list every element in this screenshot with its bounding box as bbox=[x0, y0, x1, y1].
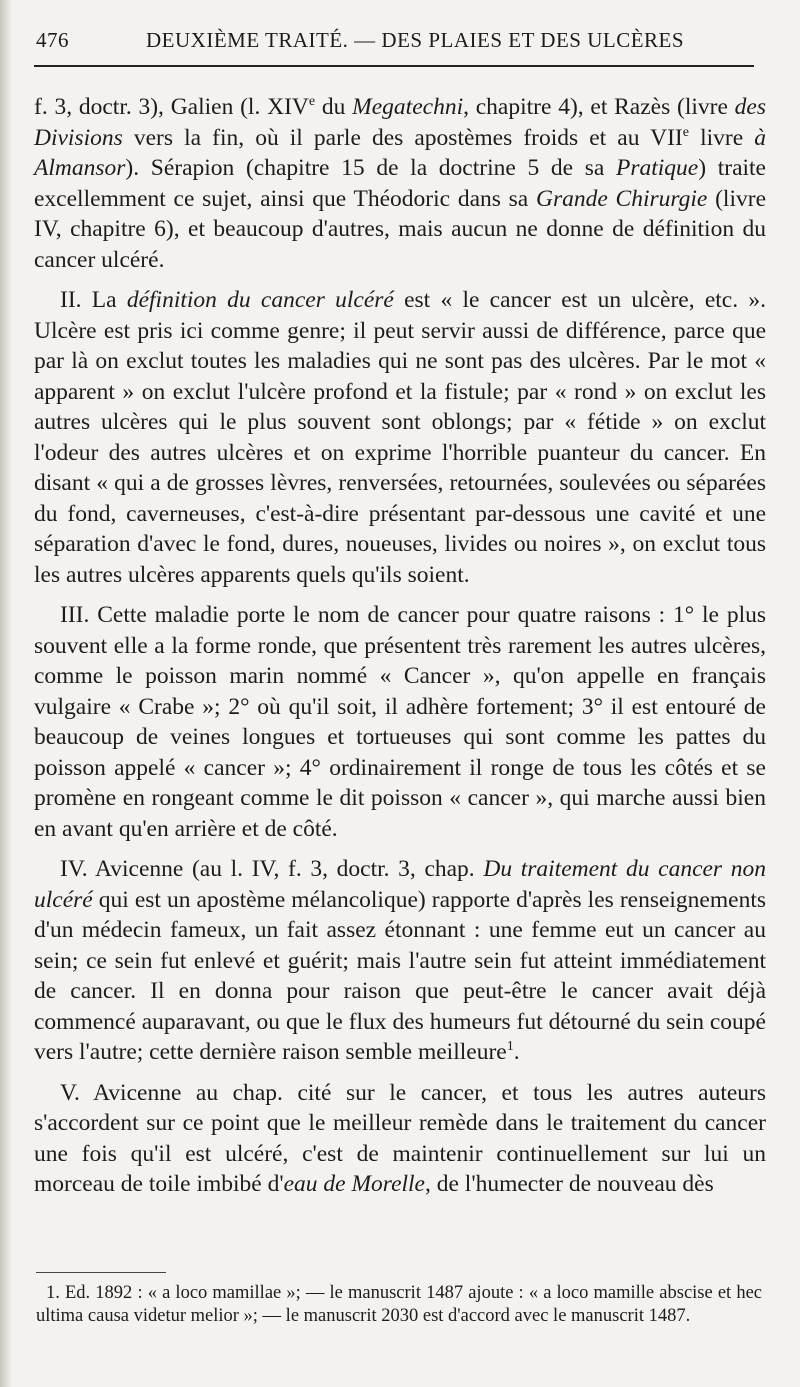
page-gutter-shadow bbox=[0, 0, 12, 1387]
text-run: est « le cancer est un ulcère, etc. ». Ulcère est pris ici comme genre; il peut servir aussi de différence, parce que par là on exclut toutes les maladies qui ne sont pas des ulcères. Par le mot « apparent » on exclut l'ulcère profond et la fistule; par « rond » on exclut les autres ulcères qui le plus souvent sont oblongs; par « fétide » on exclut l'odeur des autres ulcères et on exprime l'horrible puanteur du cancer. En disant « qui a de grosses lèvres, renversées, retournées, soulevées ou séparées du fond, caverneuses, c'est-à-dire présentant par-dessous une cavité et une séparation d'avec le fond, dures, noueuses, livides ou noires », on exclut tous les autres ulcères apparents quels qu'ils soient. bbox=[34, 287, 766, 588]
header-rule bbox=[34, 65, 754, 67]
text-run: vers la fin, où il parle des apostèmes froids et au VII bbox=[122, 124, 683, 151]
superscript-run: e bbox=[308, 93, 316, 110]
italic-run: Megatechni bbox=[352, 94, 464, 120]
paragraph-continuation bbox=[34, 92, 766, 275]
text-run: . bbox=[513, 1039, 520, 1065]
text-run: qui est un apostème mélancolique) rapporte d'après les renseignements d'un médecin fameux, un fait assez étonnant : une femme eut un cancer au sein; ce sein fut enlevé et guérit; mais l'autre sein fut atteint immédiatement de cancer. Il en donna pour raison que peut-être le cancer avait déjà commencé auparavant, ou que le flux des humeurs fut détourné du sein coupé vers l'autre; cette dernière raison semble meilleure bbox=[34, 886, 766, 1065]
paragraph-section-v bbox=[34, 1078, 766, 1200]
italic-run: définition du cancer ulcéré bbox=[126, 287, 394, 313]
running-head: DEUXIÈME TRAITÉ. — DES PLAIES ET DES ULCÈRES bbox=[146, 28, 685, 52]
superscript-run: e bbox=[682, 123, 690, 140]
paragraph-section-iv bbox=[34, 854, 766, 1068]
italic-run: Du traitement du cancer non ulcéré bbox=[34, 856, 766, 913]
text-run: ). Sérapion (chapitre 15 de la doctrine 5 de sa bbox=[125, 155, 616, 181]
text-run: du bbox=[315, 94, 353, 120]
text-run: V. Avicenne au chap. cité sur le cancer, et tous les autres auteurs s'accordent sur ce point que le meilleur remède dans le traitement du cancer une fois qu'il est ulcéré, c'est de maintenir continuellement sur lui un morceau de toile imbibé d' bbox=[34, 1079, 766, 1197]
italic-run: Grande Chirurgie bbox=[535, 185, 708, 212]
text-run: livre bbox=[689, 124, 755, 151]
text-run: III. Cette maladie porte le nom de cancer pour quatre raisons : 1° le plus souvent elle a la forme ronde, que présentent très rarement les autres ulcères, comme le poisson marin nommé « Cancer », qu'on appelle en français vulgaire « Crabe »; 2° où qu'il soit, il adhère fortement; 3° il est entouré de beaucoup de veines longues et tortueuses qui sont comme les pattes du poisson appelé « cancer »; 4° ordinairement il ronge de tous les côtés et se promène en rongeant comme le dit poisson « cancer », qui marche aussi bien en avant qu'en arrière et de côté. bbox=[34, 602, 766, 842]
text-run: ) traite excellemment ce sujet, ainsi que Théodoric dans sa bbox=[34, 155, 766, 212]
footnote-text: 1. Ed. 1892 : « a loco mamillae »; — le manuscrit 1487 ajoute : « a loco mamille abscise et hec ultima causa videtur melior »; — le manuscrit 2030 est d'accord avec le manuscrit 1487. bbox=[36, 1283, 762, 1326]
text-run: IV. Avicenne (au l. IV, f. 3, doctr. 3, chap. bbox=[60, 856, 484, 882]
italic-run: Pratique bbox=[615, 155, 699, 181]
text-run: , chapitre 4), et Razès (livre bbox=[463, 94, 735, 120]
italic-run: à Almansor bbox=[34, 124, 766, 181]
body-text bbox=[34, 92, 766, 1210]
superscript-run: 1 bbox=[506, 1038, 514, 1055]
text-run: (livre IV, chapitre 6), et beaucoup d'autres, mais aucun ne donne de définition du cancer ulcéré. bbox=[34, 185, 766, 273]
text-run: f. 3, doctr. 3), Galien (l. XIV bbox=[34, 94, 309, 120]
paragraph-section-ii bbox=[34, 285, 766, 590]
italic-run: eau de Morelle bbox=[283, 1171, 425, 1197]
italic-run: des Divisions bbox=[34, 94, 766, 151]
page-number: 476 bbox=[36, 28, 69, 52]
paragraph-section-iii bbox=[34, 600, 766, 844]
text-run: II. La bbox=[60, 287, 127, 313]
footnote-rule bbox=[36, 1272, 166, 1273]
text-run: , de l'humecter de nouveau dès bbox=[425, 1171, 714, 1197]
footnote bbox=[36, 1282, 762, 1328]
page-header bbox=[36, 28, 752, 62]
